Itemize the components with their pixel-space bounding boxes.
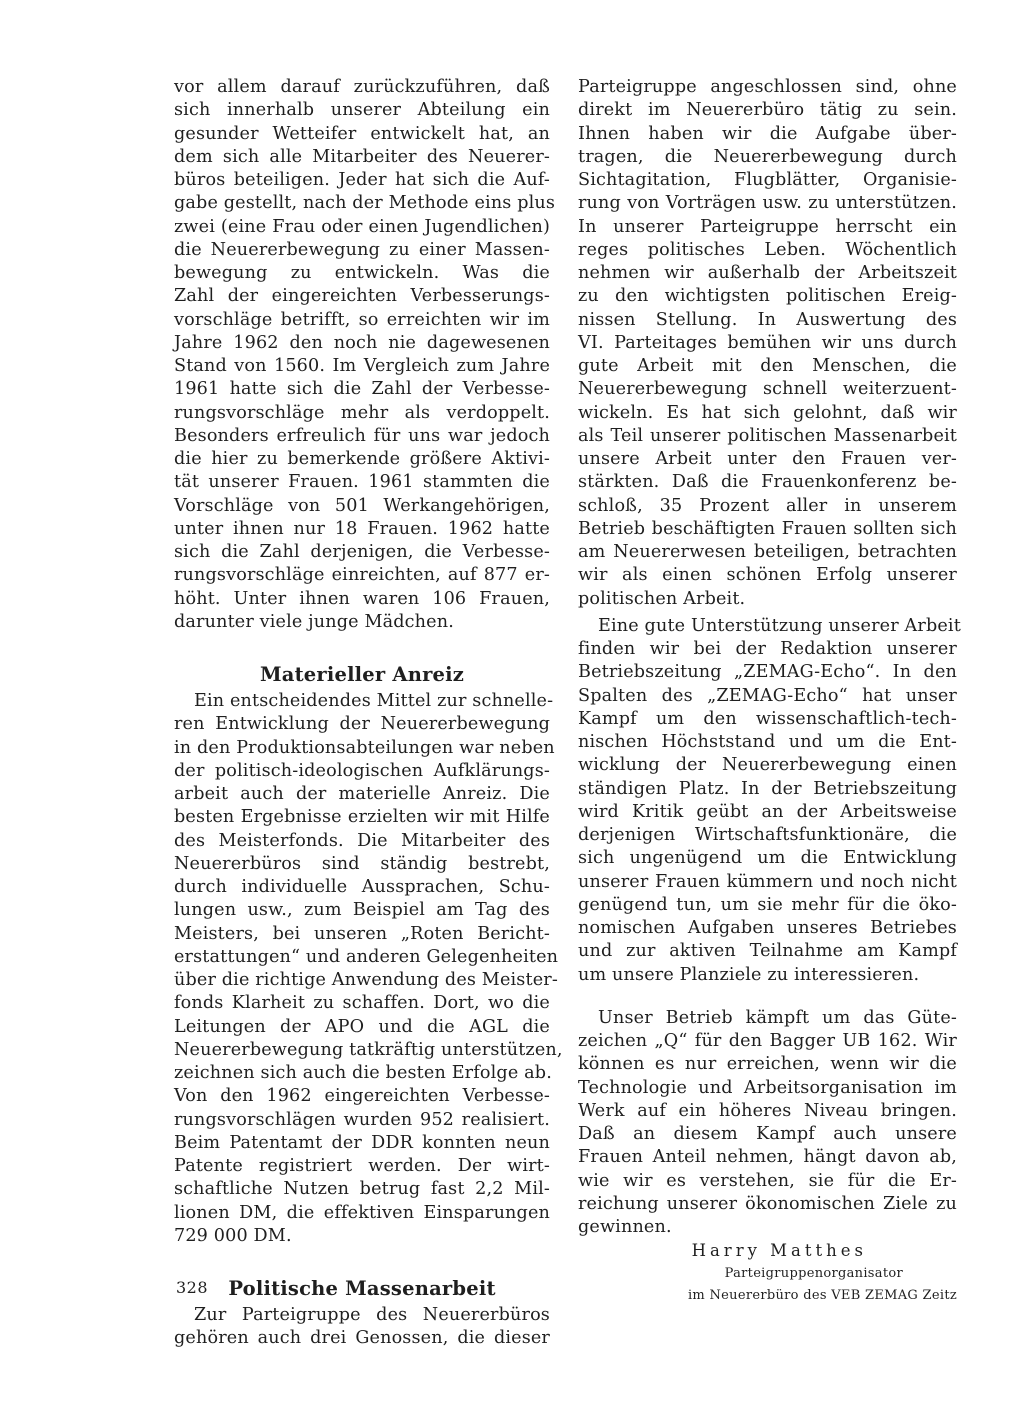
signature-role: Parteigruppenorganisator	[724, 1266, 903, 1282]
text-line: der politisch-ideologischen Aufklärungs-	[174, 760, 550, 781]
text-line: In unserer Parteigruppe herrscht ein	[578, 216, 957, 237]
text-line: Meisters, bei unseren „Roten Bericht-	[174, 923, 550, 944]
text-line: politischen Arbeit.	[578, 588, 746, 609]
text-line: Daß an diesem Kampf auch unsere	[578, 1124, 957, 1144]
text-line: rungsvorschläge mehr als verdoppelt.	[174, 402, 550, 423]
text-line: unserer Frauen kümmern und noch nicht	[578, 871, 957, 892]
text-line: dem sich alle Mitarbeiter des Neuerer-	[174, 146, 550, 167]
text-line: wie wir es verstehen, sie für die Er-	[578, 1170, 957, 1191]
section-paragraph-materieller-anreiz	[174, 690, 563, 1248]
text-line: Spalten des „ZEMAG-Echo“ hat unser	[578, 685, 957, 706]
text-line: Beim Patentamt der DDR konnten neun	[174, 1132, 550, 1153]
text-line: besten Ergebnisse erzielten wir mit Hilfe	[174, 807, 550, 828]
text-line: Patente registriert werden. Der wirt-	[174, 1156, 550, 1176]
text-line: nissen Stellung. In Auswertung des	[578, 309, 957, 330]
text-line: genügend tun, um sie mehr für die öko-	[578, 894, 957, 915]
signature-organization: im Neuererbüro des VEB ZEMAG Zeitz	[687, 1288, 957, 1304]
text-line: schaftliche Nutzen betrug fast 2,2 Mil-	[174, 1179, 550, 1200]
text-line: Frauen Anteil nehmen, hängt davon ab,	[578, 1147, 957, 1168]
text-line: die Neuererbewegung zu einer Massen-	[174, 239, 550, 260]
text-line: Betriebszeitung „ZEMAG-Echo“. In den	[578, 662, 957, 683]
text-line: finden wir bei der Redaktion unserer	[578, 639, 957, 659]
text-line: Vorschläge von 501 Werkangehörigen,	[174, 495, 550, 516]
text-line: Betrieb beschäftigten Frauen sollten sich	[578, 518, 957, 539]
text-line: als Teil unserer politischen Massenarbeit	[578, 425, 957, 446]
text-line: Eine gute Unterstützung unserer Arbeit	[598, 615, 961, 636]
text-line: Ein entscheidendes Mittel zur schnelle-	[194, 691, 554, 711]
text-line: nischen Höchststand und um die Ent-	[578, 732, 957, 752]
text-line: sich die Zahl derjenigen, die Verbesse-	[174, 542, 550, 562]
text-line: wicklung der Neuererbewegung einen	[578, 755, 957, 776]
right-paragraph-3	[578, 1007, 957, 1240]
text-line: nehmen wir außerhalb der Arbeitszeit	[578, 263, 957, 283]
text-line: schloß, 35 Prozent aller in unserem	[578, 495, 957, 516]
text-line: tät unserer Frauen. 1961 stammten die	[174, 472, 550, 493]
text-line: vor allem darauf zurückzuführen, daß	[174, 77, 550, 97]
text-line: wir als einen schönen Erfolg unserer	[578, 565, 957, 586]
text-line: und zur aktiven Teilnahme am Kampf	[578, 941, 957, 962]
text-line: vorschläge betrifft, so erreichten wir im	[174, 309, 550, 330]
right-paragraph-1	[578, 76, 957, 611]
text-line: direkt im Neuererbüro tätig zu sein.	[578, 100, 957, 121]
text-line: nomischen Aufgaben unseres Betriebes	[578, 918, 957, 938]
text-line: unsere Arbeit unter den Frauen ver-	[578, 449, 957, 469]
text-line: 1961 hatte sich die Zahl der Verbesse-	[174, 379, 550, 400]
text-line: Zahl der eingereichten Verbesserungs-	[174, 286, 550, 307]
right-column	[578, 76, 961, 1307]
text-line: um unsere Planziele zu interessieren.	[578, 964, 920, 985]
text-line: unter ihnen nur 18 Frauen. 1962 hatte	[174, 518, 550, 539]
text-line: Sichtagitation, Flugblätter, Organisie-	[578, 170, 957, 190]
text-line: darunter viele junge Mädchen.	[174, 611, 454, 632]
text-line: sich ungenügend um die Entwicklung	[578, 848, 957, 869]
text-line: fonds Klarheit zu schaffen. Dort, wo die	[174, 993, 550, 1014]
text-line: ren Entwicklung der Neuererbewegung	[174, 714, 550, 735]
text-line: zwei (eine Frau oder einen Jugendlichen)	[174, 216, 550, 237]
text-line: zeichnen sich auch die besten Erfolge ab.	[174, 1063, 552, 1083]
text-line: Technologie und Arbeitsorganisation im	[578, 1077, 957, 1098]
text-line: derjenigen Wirtschaftsfunktionäre, die	[578, 825, 957, 845]
text-line: wickeln. Es hat sich gelohnt, daß wir	[578, 402, 957, 423]
text-line: zu den wichtigsten politischen Ereig-	[578, 286, 957, 307]
text-line: bewegung zu entwickeln. Was die	[174, 263, 550, 283]
text-line: Werk auf ein höheres Niveau bringen.	[578, 1100, 957, 1121]
text-line: arbeit auch der materielle Anreiz. Die	[174, 784, 550, 804]
text-line: über die richtige Anwendung des Meister-	[174, 970, 558, 990]
section-heading-materieller-anreiz: Materieller Anreiz	[259, 663, 465, 686]
text-line: Parteigruppe angeschlossen sind, ohne	[578, 77, 957, 97]
text-line: in den Produktionsabteilungen war neben	[174, 737, 555, 758]
text-line: durch individuelle Aussprachen, Schu-	[174, 877, 550, 897]
text-line: VI. Parteitages bemühen wir uns durch	[578, 332, 957, 353]
text-line: lungen usw., zum Beispiel am Tag des	[174, 900, 550, 921]
text-line: zeichen „Q“ für den Bagger UB 162. Wir	[578, 1031, 957, 1051]
signature-name: Harry Matthes	[691, 1241, 867, 1261]
text-line: stärkten. Daß die Frauenkonferenz be-	[578, 472, 957, 493]
text-line: ständigen Platz. In der Betriebszeitung	[578, 778, 957, 799]
text-line: höht. Unter ihnen waren 106 Frauen,	[174, 588, 550, 609]
text-line: Neuererbewegung tatkräftig unterstützen,	[174, 1039, 563, 1060]
section-paragraph-politische-massenarbeit	[174, 1304, 550, 1351]
left-column	[174, 76, 563, 1351]
text-line: Leitungen der APO und die AGL die	[174, 1016, 550, 1037]
left-intro-paragraph	[174, 76, 556, 634]
text-line: Ihnen haben wir die Aufgabe über-	[578, 123, 957, 144]
text-line: gehören auch drei Genossen, die dieser	[174, 1328, 550, 1349]
text-line: Jahre 1962 den noch nie dagewesenen	[174, 332, 550, 353]
text-line: Neuererbewegung schnell weiterzuent-	[578, 379, 957, 400]
text-line: gabe gestellt, nach der Methode eins plus	[174, 193, 556, 214]
text-line: rungsvorschlägen wurden 952 realisiert.	[174, 1109, 550, 1130]
text-line: Zur Parteigruppe des Neuererbüros	[194, 1305, 550, 1325]
text-line: Neuererbüros sind ständig bestrebt,	[174, 853, 550, 874]
text-line: rungsvorschläge einreichten, auf 877 er-	[174, 565, 550, 586]
text-line: des Meisterfonds. Die Mitarbeiter des	[174, 830, 550, 851]
text-line: gewinnen.	[578, 1217, 672, 1237]
text-line: sich innerhalb unserer Abteilung ein	[174, 100, 550, 121]
section-heading-politische-massenarbeit: Politische Massenarbeit	[228, 1277, 496, 1300]
text-line: Kampf um den wissenschaftlich-tech-	[578, 708, 957, 729]
text-line: büros beteiligen. Jeder hat sich die Auf-	[174, 170, 550, 190]
text-line: wird Kritik geübt an der Arbeitsweise	[578, 801, 957, 822]
text-line: lionen DM, die effektiven Einsparungen	[174, 1202, 550, 1223]
text-line: können es nur erreichen, wenn wir die	[578, 1054, 957, 1075]
text-line: 729 000 DM.	[174, 1225, 292, 1246]
text-line: reichung unserer ökonomischen Ziele zu	[578, 1193, 957, 1214]
text-line: die hier zu bemerkende größere Aktivi-	[174, 449, 550, 469]
text-line: gute Arbeit mit den Menschen, die	[578, 356, 957, 376]
text-line: tragen, die Neuererbewegung durch	[578, 146, 957, 167]
text-line: Besonders erfreulich für uns war jedoch	[174, 425, 550, 446]
text-line: erstattungen“ und anderen Gelegenheiten	[174, 946, 559, 967]
page-number: 328	[176, 1278, 209, 1297]
text-line: Von den 1962 eingereichten Verbesse-	[174, 1086, 550, 1107]
text-line: gesunder Wetteifer entwickelt hat, an	[174, 123, 550, 144]
signature-block	[578, 1239, 957, 1307]
text-line: Stand von 1560. Im Vergleich zum Jahre	[174, 356, 550, 376]
text-line: Unser Betrieb kämpft um das Güte-	[598, 1007, 957, 1028]
text-line: reges politisches Leben. Wöchentlich	[578, 239, 957, 260]
text-line: rung von Vorträgen usw. zu unterstützen.	[578, 193, 957, 214]
right-paragraph-2	[578, 615, 961, 987]
text-line: am Neuererwesen beteiligen, betrachten	[578, 542, 957, 562]
